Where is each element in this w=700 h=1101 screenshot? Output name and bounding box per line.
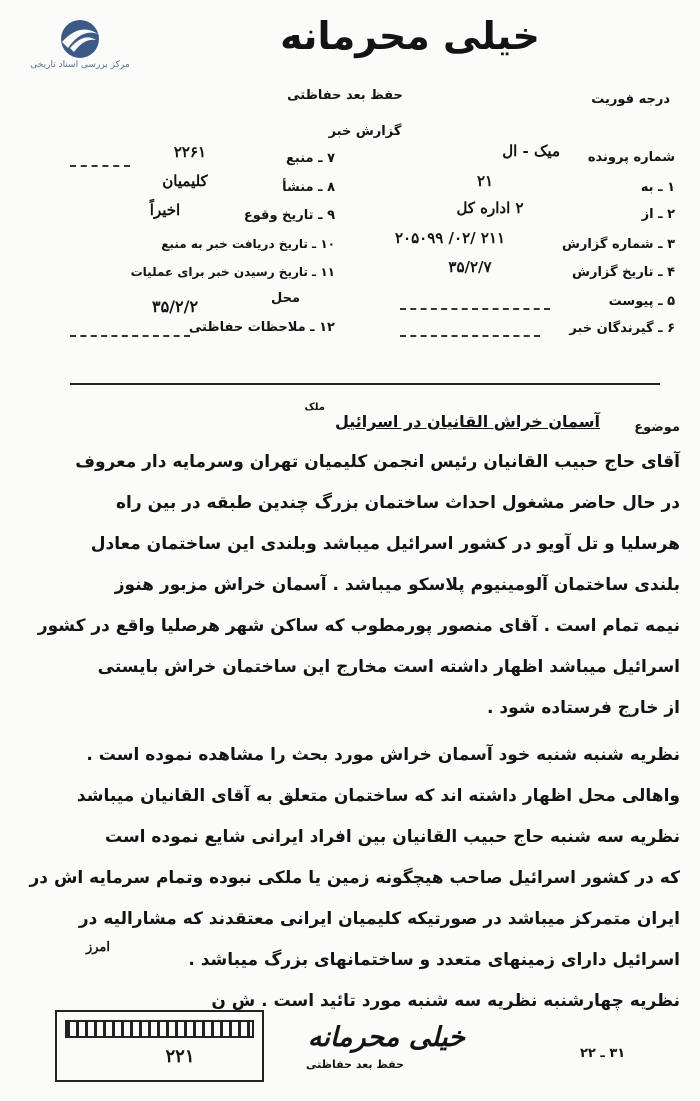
- field-origin-label: ۸ ـ منشأ: [282, 180, 335, 195]
- field-place-label: محل: [270, 291, 300, 306]
- field-report-date-value: ۳۵/۲/۷: [448, 258, 492, 276]
- attachment-blank-line: [400, 308, 550, 310]
- body-line: نظریه چهارشنبه نظریه سه شنبه مورد تائید است . ش ن: [211, 991, 680, 1011]
- field-report-date-label: ۴ ـ تاریخ گزارش: [572, 265, 675, 280]
- body-line: واهالی محل اظهار داشته اند که ساختمان متعلق به آقای القانیان میباشد: [76, 786, 680, 806]
- body-line: نظریه شنبه شنبه خود آسمان خراش مورد بحث را مشاهده نموده است .: [86, 745, 680, 765]
- field-sender-label: ۲ ـ از: [641, 207, 675, 222]
- field-security-notes-label: ۱۲ ـ ملاحظات حفاظتی: [188, 320, 335, 335]
- body-line: هرسلیا و تل آویو در کشور اسرائیل میباشد وبلندی این ساختمان معادل: [90, 534, 680, 554]
- stamp-number: ۲۲۱: [165, 1046, 195, 1067]
- body-line: نظریه سه شنبه حاج حبیب القانیان بین افراد ایرانی شایع نموده است: [104, 827, 680, 847]
- margin-note: امرز: [85, 940, 110, 955]
- body-line: در حال حاضر مشغول احداث ساختمان بزرگ چندین طبقه در بین راه: [116, 493, 680, 513]
- body-line: اسرائیل دارای زمینهای متعدد و ساختمانهای بزرگ میباشد .: [188, 950, 680, 970]
- field-source-value: ۲۲۶۱: [173, 143, 207, 161]
- body-line: آقای حاج حبیب القانیان رئیس انجمن کلیمیان تهران وسرمایه دار معروف: [75, 452, 680, 472]
- field-occurrence-date-label: ۹ ـ تاریخ وقوع: [243, 208, 335, 223]
- footer-protection-label: حفظ بعد حفاظتی: [306, 1058, 404, 1071]
- body-line: که در کشور اسرائیل صاحب هیچگونه زمین یا ملکی نبوده وتمام سرمایه اش در: [29, 868, 680, 888]
- field-place-value: ۳۵/۲/۲: [151, 297, 199, 316]
- header-divider: [70, 383, 660, 385]
- stamp-barcode-strip: [65, 1020, 254, 1038]
- field-sender-value: ۲ اداره کل: [456, 199, 524, 217]
- body-line: نیمه تمام است . آقای منصور پورمطوب که ساکن شهر هرصلیا واقع در کشور: [37, 616, 680, 636]
- body-line: از خارج فرستاده شود .: [486, 698, 680, 718]
- footer-classification-stamp: خیلی محرمانه: [307, 1022, 465, 1053]
- field-occurrence-date-value: اخیراً: [149, 201, 181, 219]
- body-line: اسرائیل میباشد اظهار داشته است مخارج این ساختمان خراش بایستی: [97, 657, 680, 677]
- subject-insert: ملک: [304, 402, 325, 413]
- priority-label: درجه فوریت: [591, 92, 670, 107]
- field-recipients-label: ۶ ـ گیرندگان خبر: [569, 321, 675, 336]
- file-number-value: میک - ال: [502, 142, 560, 160]
- report-label: گزارش خبر: [328, 124, 402, 139]
- field-report-number-value: ۲۰۵۰۹۹ /۰۲/ ۲۱۱: [394, 229, 506, 247]
- form-number: ۳۱ ـ ۲۲: [580, 1046, 626, 1061]
- source-blank-line: [70, 165, 130, 167]
- archive-logo: [20, 18, 140, 70]
- body-line: بلندی ساختمان آلومینیوم پلاسکو میباشد . آسمان خراش مزبور هنوز: [114, 575, 680, 595]
- body-line: ایران متمرکز میباشد در صورتیکه کلیمیان ایرانی معتقدند که مشارالیه در: [78, 909, 680, 929]
- subject-label: موضوع: [634, 420, 680, 435]
- field-source-label: ۷ ـ منبع: [286, 151, 335, 166]
- security-notes-blank-line: [70, 335, 190, 337]
- field-origin-value: کلیمیان: [162, 172, 208, 190]
- recipients-blank-line: [400, 335, 540, 337]
- field-operation-date-label: ۱۱ ـ تاریخ رسیدن خبر برای عملیات: [130, 265, 335, 279]
- field-receipt-date-label: ۱۰ ـ تاریخ دریافت خبر به منبع: [161, 237, 335, 251]
- file-number-label: شماره پرونده: [587, 150, 675, 165]
- field-attachment-label: ۵ ـ پیوست: [608, 294, 675, 309]
- field-recipient-value: ۲۱: [476, 172, 494, 190]
- field-recipient-label: ۱ ـ به: [640, 180, 675, 195]
- archive-emblem-icon: [48, 18, 112, 60]
- logo-caption: مرکز بررسی اسناد تاریخی: [30, 60, 130, 70]
- subject-text: آسمان خراش القانیان در اسرائیل: [334, 412, 600, 431]
- protection-label: حفظ بعد حفاظتی: [287, 88, 403, 103]
- field-report-number-label: ۳ ـ شماره گزارش: [561, 237, 675, 252]
- classification-title: خیلی محرمانه: [280, 14, 540, 58]
